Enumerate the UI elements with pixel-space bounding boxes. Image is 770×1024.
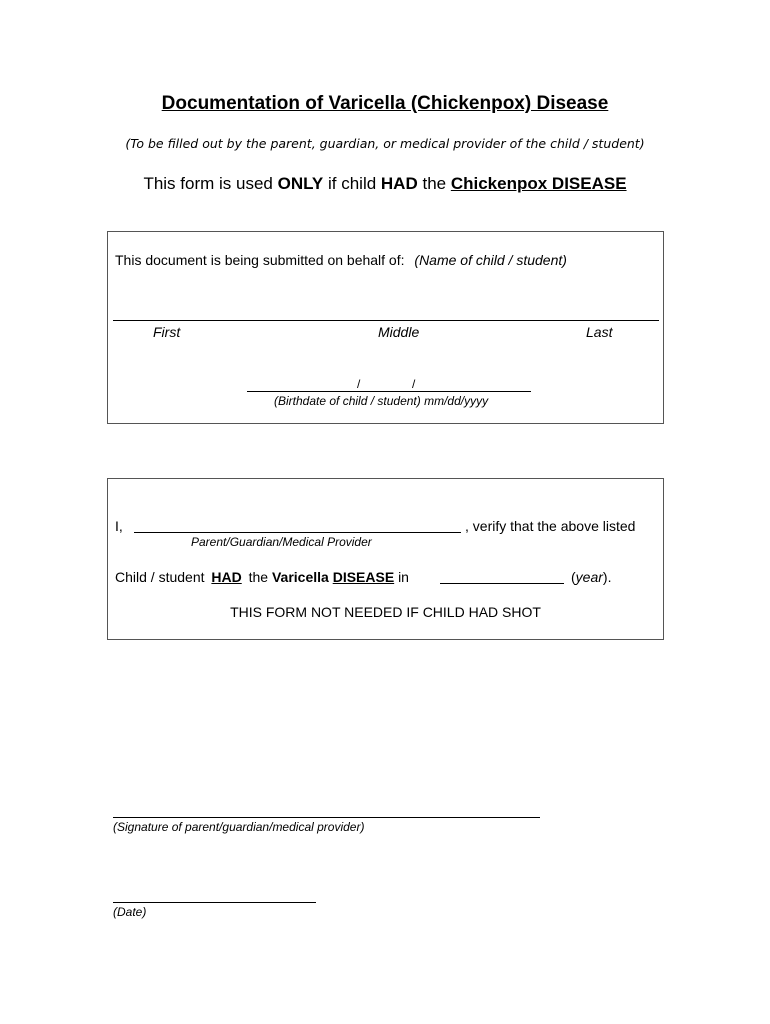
year-open: (: [571, 569, 576, 585]
birthdate-slash-2: /: [412, 377, 416, 391]
year-close: ).: [602, 569, 612, 585]
provider-name-line[interactable]: [134, 532, 461, 533]
year-label: [571, 569, 611, 585]
middle-name-label: Middle: [378, 324, 420, 340]
usage-middle: if child: [323, 174, 381, 193]
usage-had: HAD: [380, 174, 418, 193]
in-text: in: [398, 569, 409, 585]
behalf-label: This document is being submitted on behalf of:: [115, 252, 405, 268]
verification-box: [107, 478, 664, 640]
varicella-text: Varicella: [271, 569, 329, 585]
last-name-label: Last: [586, 324, 613, 340]
verify-text: , verify that the above listed: [465, 518, 636, 534]
signature-line[interactable]: [113, 817, 540, 818]
signature-label: (Signature of parent/guardian/medical provider): [113, 820, 365, 834]
year-text: year: [575, 569, 603, 585]
provider-label: Parent/Guardian/Medical Provider: [191, 535, 372, 549]
child-text: Child / student: [115, 569, 205, 585]
year-line[interactable]: [440, 583, 564, 584]
usage-disease: Chickenpox DISEASE: [450, 174, 627, 193]
usage-only: ONLY: [277, 174, 324, 193]
usage-statement: [0, 174, 770, 194]
shot-note: THIS FORM NOT NEEDED IF CHILD HAD SHOT: [230, 604, 541, 620]
child-info-box: [107, 231, 664, 424]
disease-statement: [115, 569, 409, 585]
first-name-label: First: [153, 324, 181, 340]
child-name-line[interactable]: [113, 320, 659, 321]
disease-text: DISEASE: [332, 569, 395, 585]
birthdate-label: (Birthdate of child / student) mm/dd/yyyy: [274, 394, 489, 408]
usage-the: the: [417, 174, 451, 193]
date-line[interactable]: [113, 902, 316, 903]
the-text: the: [248, 569, 269, 585]
i-label: I,: [115, 518, 123, 534]
behalf-text: [115, 252, 567, 268]
had-text: HAD: [211, 569, 242, 585]
form-subtitle: (To be filled out by the parent, guardian, or medical provider of the child / student): [125, 136, 645, 151]
birthdate-line[interactable]: [247, 391, 531, 392]
birthdate-slash-1: /: [357, 377, 361, 391]
form-title: Documentation of Varicella (Chickenpox) Disease: [161, 93, 609, 114]
usage-prefix: This form is used: [143, 174, 278, 193]
date-label: (Date): [113, 905, 147, 919]
behalf-hint: (Name of child / student): [414, 252, 567, 268]
